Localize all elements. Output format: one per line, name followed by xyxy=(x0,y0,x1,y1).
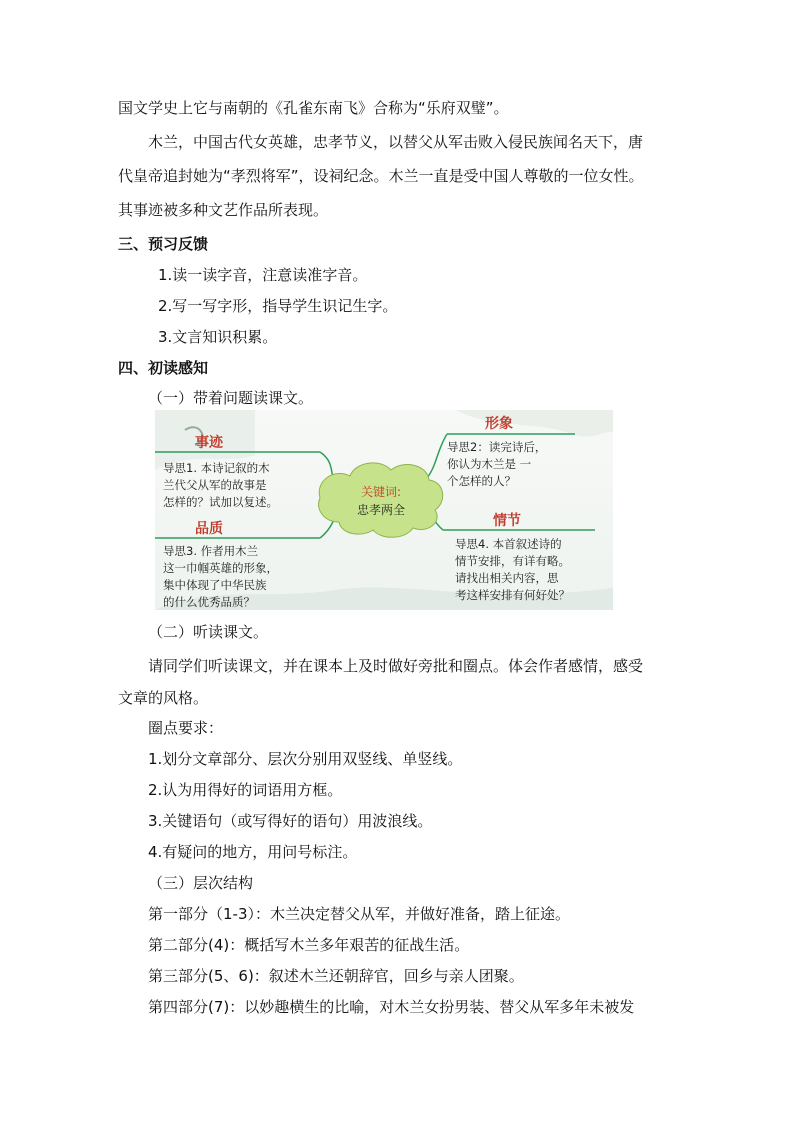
structure-part-3: 第三部分(5、6)：叙述木兰还朝辞官，回乡与亲人团聚。 xyxy=(148,967,524,985)
paragraph-mulan-line1: 木兰，中国古代女英雄，忠孝节义，以替父从军击败入侵民族闻名天下，唐 xyxy=(148,133,644,151)
marking-item-4: 4.有疑问的地方，用问号标注。 xyxy=(148,843,358,861)
listen-instruction-line2: 文章的风格。 xyxy=(118,689,209,707)
subheading-read-with-questions: （一）带着问题读课文。 xyxy=(148,389,314,407)
section-heading-first-read: 四、初读感知 xyxy=(118,359,209,377)
marking-item-1: 1.划分文章部分、层次分别用双竖线、单竖线。 xyxy=(148,750,463,768)
node-text-pinzhi-4: 的什么优秀品质？ xyxy=(163,595,255,609)
marking-requirements-title: 圈点要求： xyxy=(148,719,224,737)
node-text-pinzhi-2: 这一巾帼英雄的形象， xyxy=(163,561,278,575)
node-text-shiji-1: 导思1. 本诗记叙的木 xyxy=(163,461,270,475)
preview-item-3: 3.文言知识积累。 xyxy=(158,328,278,346)
node-text-xingxiang-1: 导思2：读完诗后， xyxy=(447,440,547,454)
node-title-qingjie: 情节 xyxy=(493,513,521,529)
paragraph-intro-end: 国文学史上它与南朝的《孔雀东南飞》合称为“乐府双璧”。 xyxy=(118,99,509,117)
paragraph-mulan-line2: 代皇帝追封她为“孝烈将军”，设祠纪念。木兰一直是受中国人尊敬的一位女性。 xyxy=(118,167,644,185)
structure-part-4: 第四部分(7)：以妙趣横生的比喻，对木兰女扮男装、替父从军多年未被发 xyxy=(148,998,635,1016)
node-text-shiji-3: 怎样的？试加以复述。 xyxy=(163,495,278,509)
guiding-questions-diagram xyxy=(155,410,613,610)
node-text-qingjie-2: 情节安排，有详有略。 xyxy=(455,554,570,568)
structure-part-2: 第二部分(4)：概括写木兰多年艰苦的征战生活。 xyxy=(148,936,470,954)
node-text-pinzhi-1: 导思3. 作者用木兰 xyxy=(163,544,259,558)
preview-item-2: 2.写一写字形，指导学生识记生字。 xyxy=(158,297,398,315)
marking-item-2: 2.认为用得好的词语用方框。 xyxy=(148,781,343,799)
keyword-value: 忠孝两全 xyxy=(356,503,406,517)
node-text-shiji-2: 兰代父从军的故事是 xyxy=(163,478,267,492)
section-heading-preview: 三、预习反馈 xyxy=(118,235,209,253)
listen-instruction-line1: 请同学们听读课文，并在课本上及时做好旁批和圈点。体会作者感情，感受 xyxy=(148,657,644,675)
node-text-xingxiang-3: 个怎样的人？ xyxy=(447,474,516,488)
node-text-qingjie-3: 请找出相关内容，思 xyxy=(455,571,559,585)
node-title-pinzhi: 品质 xyxy=(195,521,223,537)
node-title-shiji: 事迹 xyxy=(195,435,223,451)
subheading-listen: （二）听读课文。 xyxy=(148,623,269,641)
structure-part-1: 第一部分（1-3）：木兰决定替父从军，并做好准备，踏上征途。 xyxy=(148,905,571,923)
node-text-pinzhi-3: 集中体现了中华民族 xyxy=(163,578,267,592)
node-text-qingjie-1: 导思4. 本首叙述诗的 xyxy=(455,537,562,551)
node-text-qingjie-4: 考这样安排有何好处？ xyxy=(455,588,570,602)
paragraph-mulan-line3: 其事迹被多种文艺作品所表现。 xyxy=(118,201,329,219)
marking-item-3: 3.关键语句（或写得好的语句）用波浪线。 xyxy=(148,812,433,830)
node-title-xingxiang: 形象 xyxy=(485,416,513,432)
node-text-xingxiang-2: 你认为木兰是 一 xyxy=(447,457,532,471)
keyword-label: 关键词: xyxy=(360,485,402,499)
subheading-structure: （三）层次结构 xyxy=(148,874,254,892)
preview-item-1: 1.读一读字音，注意读准字音。 xyxy=(158,266,368,284)
